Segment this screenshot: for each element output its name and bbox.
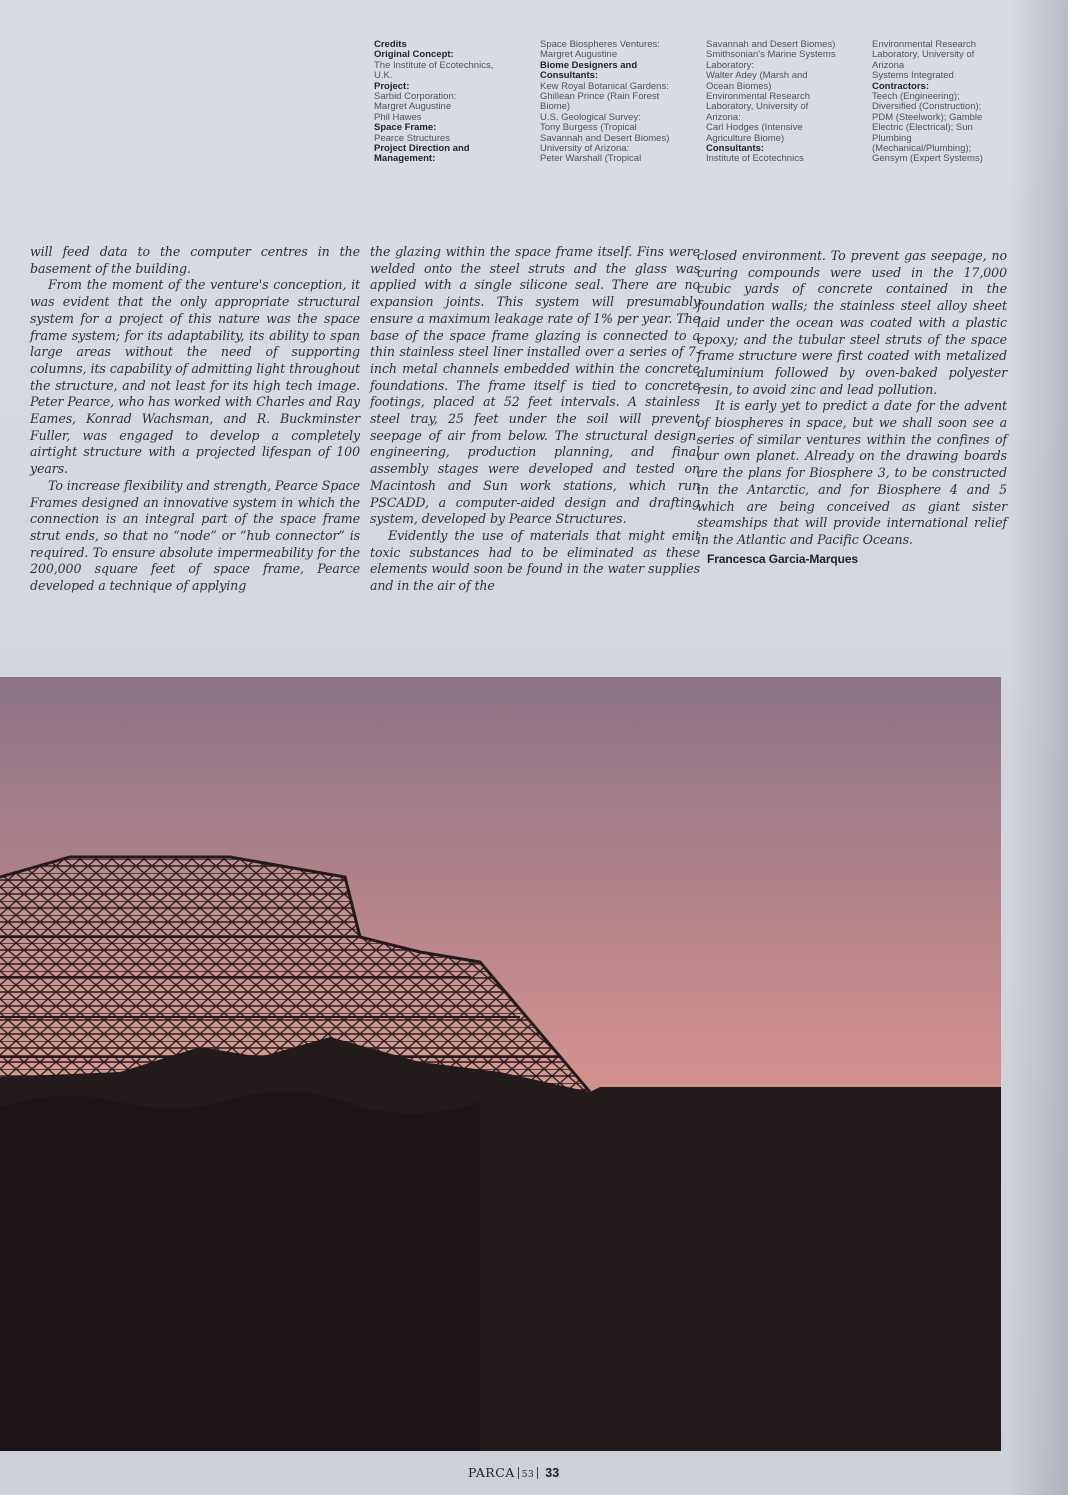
credit-line: Teech (Engineering); <box>872 91 960 103</box>
credit-line: Biome Designers and <box>540 59 638 71</box>
credit-line: Management: <box>374 153 436 165</box>
credit-line: Ocean Biomes) <box>706 80 772 92</box>
credits-column-1 <box>374 40 534 165</box>
author-byline: Francesca Garcia-Marques <box>707 551 859 566</box>
credits-column-3 <box>706 40 866 165</box>
credit-line: The Institute of Ecotechnics, <box>374 59 494 71</box>
credit-line: Arizona <box>872 59 905 71</box>
credit-line: Original Concept: <box>374 49 454 61</box>
article-paragraph: From the moment of the venture's conception, it was evident that the only appropriate structural system for a project of this nature was the space frame system; for its adaptability, its ability to span large areas without the need of supporting columns, its capability of admitting light throughout the structure, and not least for its high tech image. Peter Pearce, who has worked with Charles and Ray Eames, Konrad Wachsman, and R. Buckminster Fuller, was engaged to develop a completely airtight structure with a projected lifespan of 100 years. <box>30 277 360 477</box>
credit-line: Consultants: <box>706 143 765 155</box>
page-footer <box>468 1465 559 1480</box>
credit-line: Institute of Ecotechnics <box>706 153 804 165</box>
credit-line: Project Direction and <box>374 143 470 155</box>
credit-line: Walter Adey (Marsh and <box>706 70 808 82</box>
credit-line: Biome) <box>540 101 571 113</box>
credit-line: Project: <box>374 80 410 92</box>
credit-line: Space Frame: <box>374 122 437 134</box>
credit-line: Savannah and Desert Biomes) <box>706 39 836 50</box>
page-number: 33 <box>545 1466 560 1480</box>
credits-column-4 <box>872 40 1004 165</box>
biosphere-sunset-image <box>0 677 1001 1451</box>
article-column-2 <box>370 244 700 595</box>
credit-line: Smithsonian's Marine Systems <box>706 49 836 61</box>
credit-line: Tony Burgess (Tropical <box>540 122 637 134</box>
article-column-3 <box>697 248 1007 567</box>
credit-line: (Mechanical/Plumbing); <box>872 143 972 155</box>
folio-divider-2 <box>537 1467 538 1479</box>
credit-line: Contractors: <box>872 80 930 92</box>
folio-divider <box>518 1467 519 1479</box>
credit-line: Consultants: <box>540 70 599 82</box>
credit-line: Arizona: <box>706 111 741 123</box>
credit-line: Agriculture Biome) <box>706 132 785 144</box>
credit-line: Credits <box>374 39 407 50</box>
credit-line: Laboratory: <box>706 59 755 71</box>
credits-block <box>374 40 1004 190</box>
credits-column-2 <box>540 40 700 165</box>
credit-line: Electric (Electrical); Sun <box>872 122 973 134</box>
article-paragraph: To increase flexibility and strength, Pearce Space Frames designed an innovative system in which the connection is an integral part of the space frame strut ends, so that no “node” or “hub connector” is required. To ensure absolute impermeability for the 200,000 square feet of space frame, Pearce developed a technique of applying <box>30 477 360 594</box>
credit-line: Sarbid Corporation: <box>374 91 457 103</box>
credit-line: Margret Augustine <box>374 101 452 113</box>
article-paragraph: the glazing within the space frame itself. Fins were welded onto the steel struts and the glass was applied with a single silicone seal. There are no expansion joints. This system will presumably ensure a maximum leakage rate of 1% per year. The base of the space frame glazing is connected to a thin stainless steel liner installed over a series of 7-inch metal channels embedded within the concrete foundations. The frame itself is tied to concrete footings, placed at 52 feet intervals. A stainless steel tray, 25 feet under the soil will prevent seepage of air from below. The structural design, engineering, production planning, and final assembly stages were developed and tested on Macintosh and Sun work stations, which run PSCADD, a computer-aided design and drafting system, developed by Pearce Structures. <box>370 244 700 527</box>
credit-line: Pearce Structures <box>374 132 451 144</box>
article-column-3-body <box>697 248 1007 549</box>
credit-line: Kew Royal Botanical Gardens: <box>540 80 669 92</box>
article-paragraph: will feed data to the computer centres in the basement of the building. <box>30 244 360 276</box>
article-paragraph: closed environment. To prevent gas seepage, no curing compounds were used in the 17,000 cubic yards of concrete contained in the foundation walls; the stainless steel alloy sheet laid under the ocean was coated with a plastic epoxy; and the tubular steel struts of the space frame structure were first coated with metalized aluminium followed by oven-baked polyester resin, to avoid zinc and lead pollution. <box>697 248 1007 397</box>
credit-line: Phil Hawes <box>374 111 422 123</box>
credit-line: Space Biospheres Ventures: <box>540 39 660 50</box>
credit-line: PDM (Steelwork); Gamble <box>872 111 983 123</box>
credit-line: U.S. Geological Survey: <box>540 111 641 123</box>
credit-line: U.K. <box>374 70 393 82</box>
credit-line: Diversified (Construction); <box>872 101 982 113</box>
credit-line: Environmental Research <box>706 91 811 103</box>
credit-line: Laboratory, University of <box>872 49 975 61</box>
credit-line: Plumbing <box>872 132 912 144</box>
article-column-1 <box>30 244 360 595</box>
credit-line: Gensym (Expert Systems) <box>872 153 983 165</box>
credit-line: Laboratory, University of <box>706 101 809 113</box>
credit-line: Margret Augustine <box>540 49 618 61</box>
credit-line: Peter Warshall (Tropical <box>540 153 642 165</box>
credit-line: Environmental Research <box>872 39 977 50</box>
credit-line: Ghillean Prince (Rain Forest <box>540 91 660 103</box>
magazine-name: PARCA <box>468 1465 515 1480</box>
article-paragraph: It is early yet to predict a date for the advent of biospheres in space, but we shall soon see a series of similar ventures within the confines of our own planet. Already on the drawing boards are the plans for Biosphere 3, to be constructed in the Antarctic, and for Biosphere 4 and 5 which are being conceived as giant sister steamships that will provide international relief in the Atlantic and Pacific Oceans. <box>697 398 1007 547</box>
article-paragraph: Evidently the use of materials that might emit toxic substances had to be eliminated as these elements would soon be found in the water supplies and in the air of the <box>370 527 700 594</box>
page-edge-shadow <box>1008 0 1068 1495</box>
credit-line: University of Arizona: <box>540 143 630 155</box>
credit-line: Carl Hodges (Intensive <box>706 122 803 134</box>
credit-line: Systems Integrated <box>872 70 954 82</box>
biosphere-photo <box>0 677 1001 1451</box>
issue-mark: 53 <box>521 1470 535 1480</box>
credit-line: Savannah and Desert Biomes) <box>540 132 670 144</box>
